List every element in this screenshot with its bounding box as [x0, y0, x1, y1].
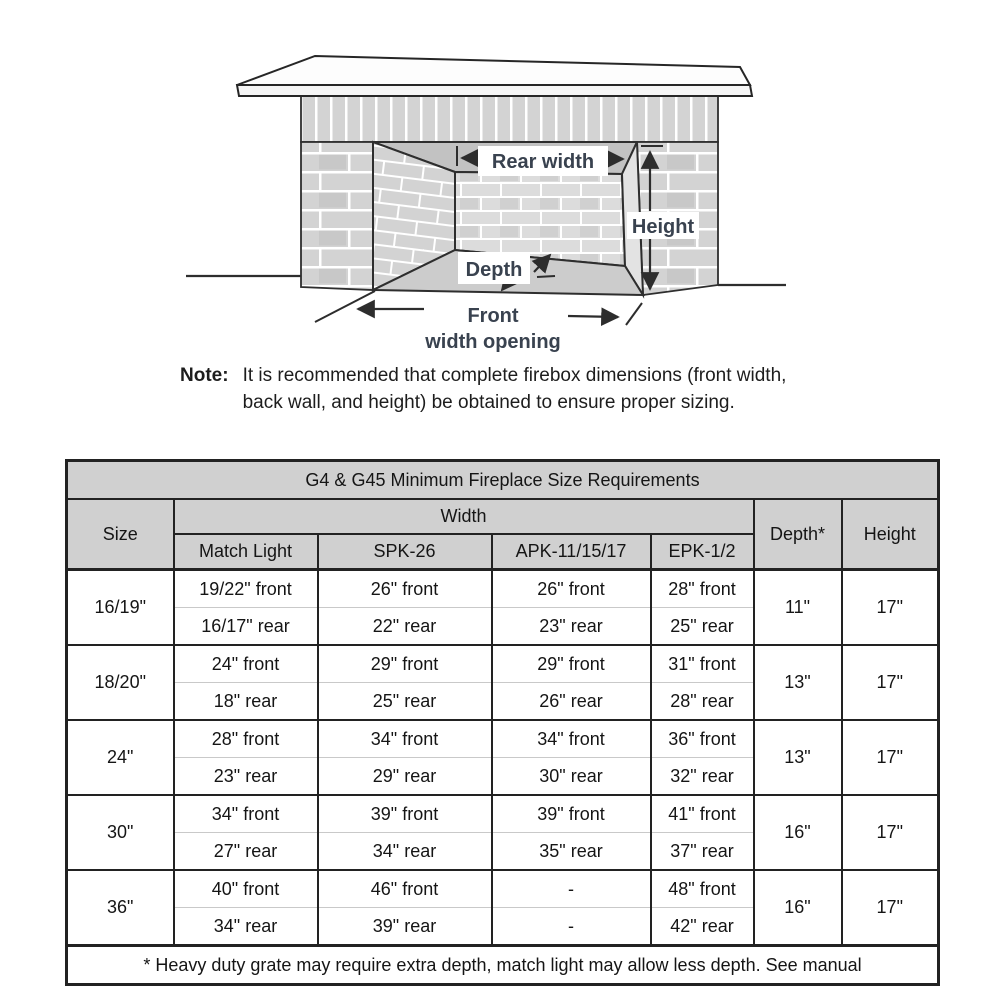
epk-front-cell: 36" front	[651, 720, 754, 758]
size-cell: 16/19"	[67, 570, 174, 646]
apk-front-cell: 26" front	[492, 570, 651, 608]
match-front-cell: 24" front	[174, 645, 318, 683]
apk-rear-cell: 23" rear	[492, 608, 651, 646]
match-rear-cell: 23" rear	[174, 758, 318, 796]
match-front-cell: 28" front	[174, 720, 318, 758]
epk-rear-cell: 28" rear	[651, 683, 754, 721]
table-row	[67, 645, 939, 683]
epk-front-cell: 41" front	[651, 795, 754, 833]
spk-front-cell: 46" front	[318, 870, 492, 908]
epk-rear-cell: 37" rear	[651, 833, 754, 871]
spk-rear-cell: 29" rear	[318, 758, 492, 796]
note-text	[243, 362, 787, 416]
size-cell: 30"	[67, 795, 174, 870]
note-line1: It is recommended that complete firebox dimensions (front width,	[242, 365, 787, 386]
epk-rear-cell: 32" rear	[651, 758, 754, 796]
height-cell: 17"	[842, 570, 939, 646]
table-row	[67, 720, 939, 758]
apk-rear-cell: 30" rear	[492, 758, 651, 796]
epk-rear-cell: 25" rear	[651, 608, 754, 646]
match-front-cell: 40" front	[174, 870, 318, 908]
apk-rear-cell: 35" rear	[492, 833, 651, 871]
front-wall-left-leg	[301, 142, 373, 290]
size-requirements-table	[65, 459, 940, 986]
apk-front-cell: 39" front	[492, 795, 651, 833]
match-rear-cell: 16/17" rear	[174, 608, 318, 646]
apk-front-cell: 34" front	[492, 720, 651, 758]
header-size: Size	[67, 499, 174, 570]
match-rear-cell: 18" rear	[174, 683, 318, 721]
table-title: G4 & G45 Minimum Fireplace Size Requirements	[67, 461, 939, 500]
spk-rear-cell: 22" rear	[318, 608, 492, 646]
header-epk: EPK-1/2	[651, 534, 754, 570]
epk-front-cell: 31" front	[651, 645, 754, 683]
header-apk: APK-11/15/17	[492, 534, 651, 570]
header-match-light: Match Light	[174, 534, 318, 570]
match-front-cell: 34" front	[174, 795, 318, 833]
epk-front-cell: 28" front	[651, 570, 754, 608]
table-row	[67, 870, 939, 908]
header-width: Width	[174, 499, 754, 534]
mantel-front	[237, 85, 752, 96]
note-label: Note:	[180, 365, 229, 386]
note-line2: back wall, and height) be obtained to ensure proper sizing.	[242, 392, 735, 413]
apk-front-cell: -	[492, 870, 651, 908]
header-depth: Depth*	[754, 499, 842, 570]
size-cell: 24"	[67, 720, 174, 795]
apk-front-cell: 29" front	[492, 645, 651, 683]
front-width-label-line2: width opening	[425, 331, 561, 353]
height-cell: 17"	[842, 795, 939, 870]
apk-rear-cell: 26" rear	[492, 683, 651, 721]
match-rear-cell: 27" rear	[174, 833, 318, 871]
size-cell: 18/20"	[67, 645, 174, 720]
rear-width-dimension	[457, 146, 623, 176]
spk-rear-cell: 34" rear	[318, 833, 492, 871]
depth-cell: 16"	[754, 870, 842, 946]
spk-rear-cell: 39" rear	[318, 908, 492, 946]
epk-rear-cell: 42" rear	[651, 908, 754, 946]
fireplace-diagram	[150, 40, 850, 360]
spk-rear-cell: 25" rear	[318, 683, 492, 721]
match-rear-cell: 34" rear	[174, 908, 318, 946]
depth-cell: 11"	[754, 570, 842, 646]
depth-cell: 13"	[754, 645, 842, 720]
front-wall-lintel	[301, 96, 718, 142]
table-footnote: * Heavy duty grate may require extra depth, match light may allow less depth. See manual	[67, 946, 939, 985]
height-cell: 17"	[842, 720, 939, 795]
spk-front-cell: 34" front	[318, 720, 492, 758]
spk-front-cell: 29" front	[318, 645, 492, 683]
rear-width-label: Rear width	[491, 151, 595, 173]
front-width-label-line1: Front	[467, 305, 519, 327]
apk-rear-cell: -	[492, 908, 651, 946]
table-row	[67, 795, 939, 833]
header-height: Height	[842, 499, 939, 570]
depth-cell: 13"	[754, 720, 842, 795]
mantel-top	[237, 56, 750, 85]
table-row	[67, 570, 939, 608]
front-width-dimension	[315, 291, 642, 353]
height-cell: 17"	[842, 645, 939, 720]
header-spk-26: SPK-26	[318, 534, 492, 570]
depth-cell: 16"	[754, 795, 842, 870]
size-cell: 36"	[67, 870, 174, 946]
depth-label: Depth	[465, 259, 523, 281]
height-cell: 17"	[842, 870, 939, 946]
spk-front-cell: 39" front	[318, 795, 492, 833]
epk-front-cell: 48" front	[651, 870, 754, 908]
note	[180, 362, 786, 416]
spk-front-cell: 26" front	[318, 570, 492, 608]
match-front-cell: 19/22" front	[174, 570, 318, 608]
height-label: Height	[631, 216, 695, 238]
